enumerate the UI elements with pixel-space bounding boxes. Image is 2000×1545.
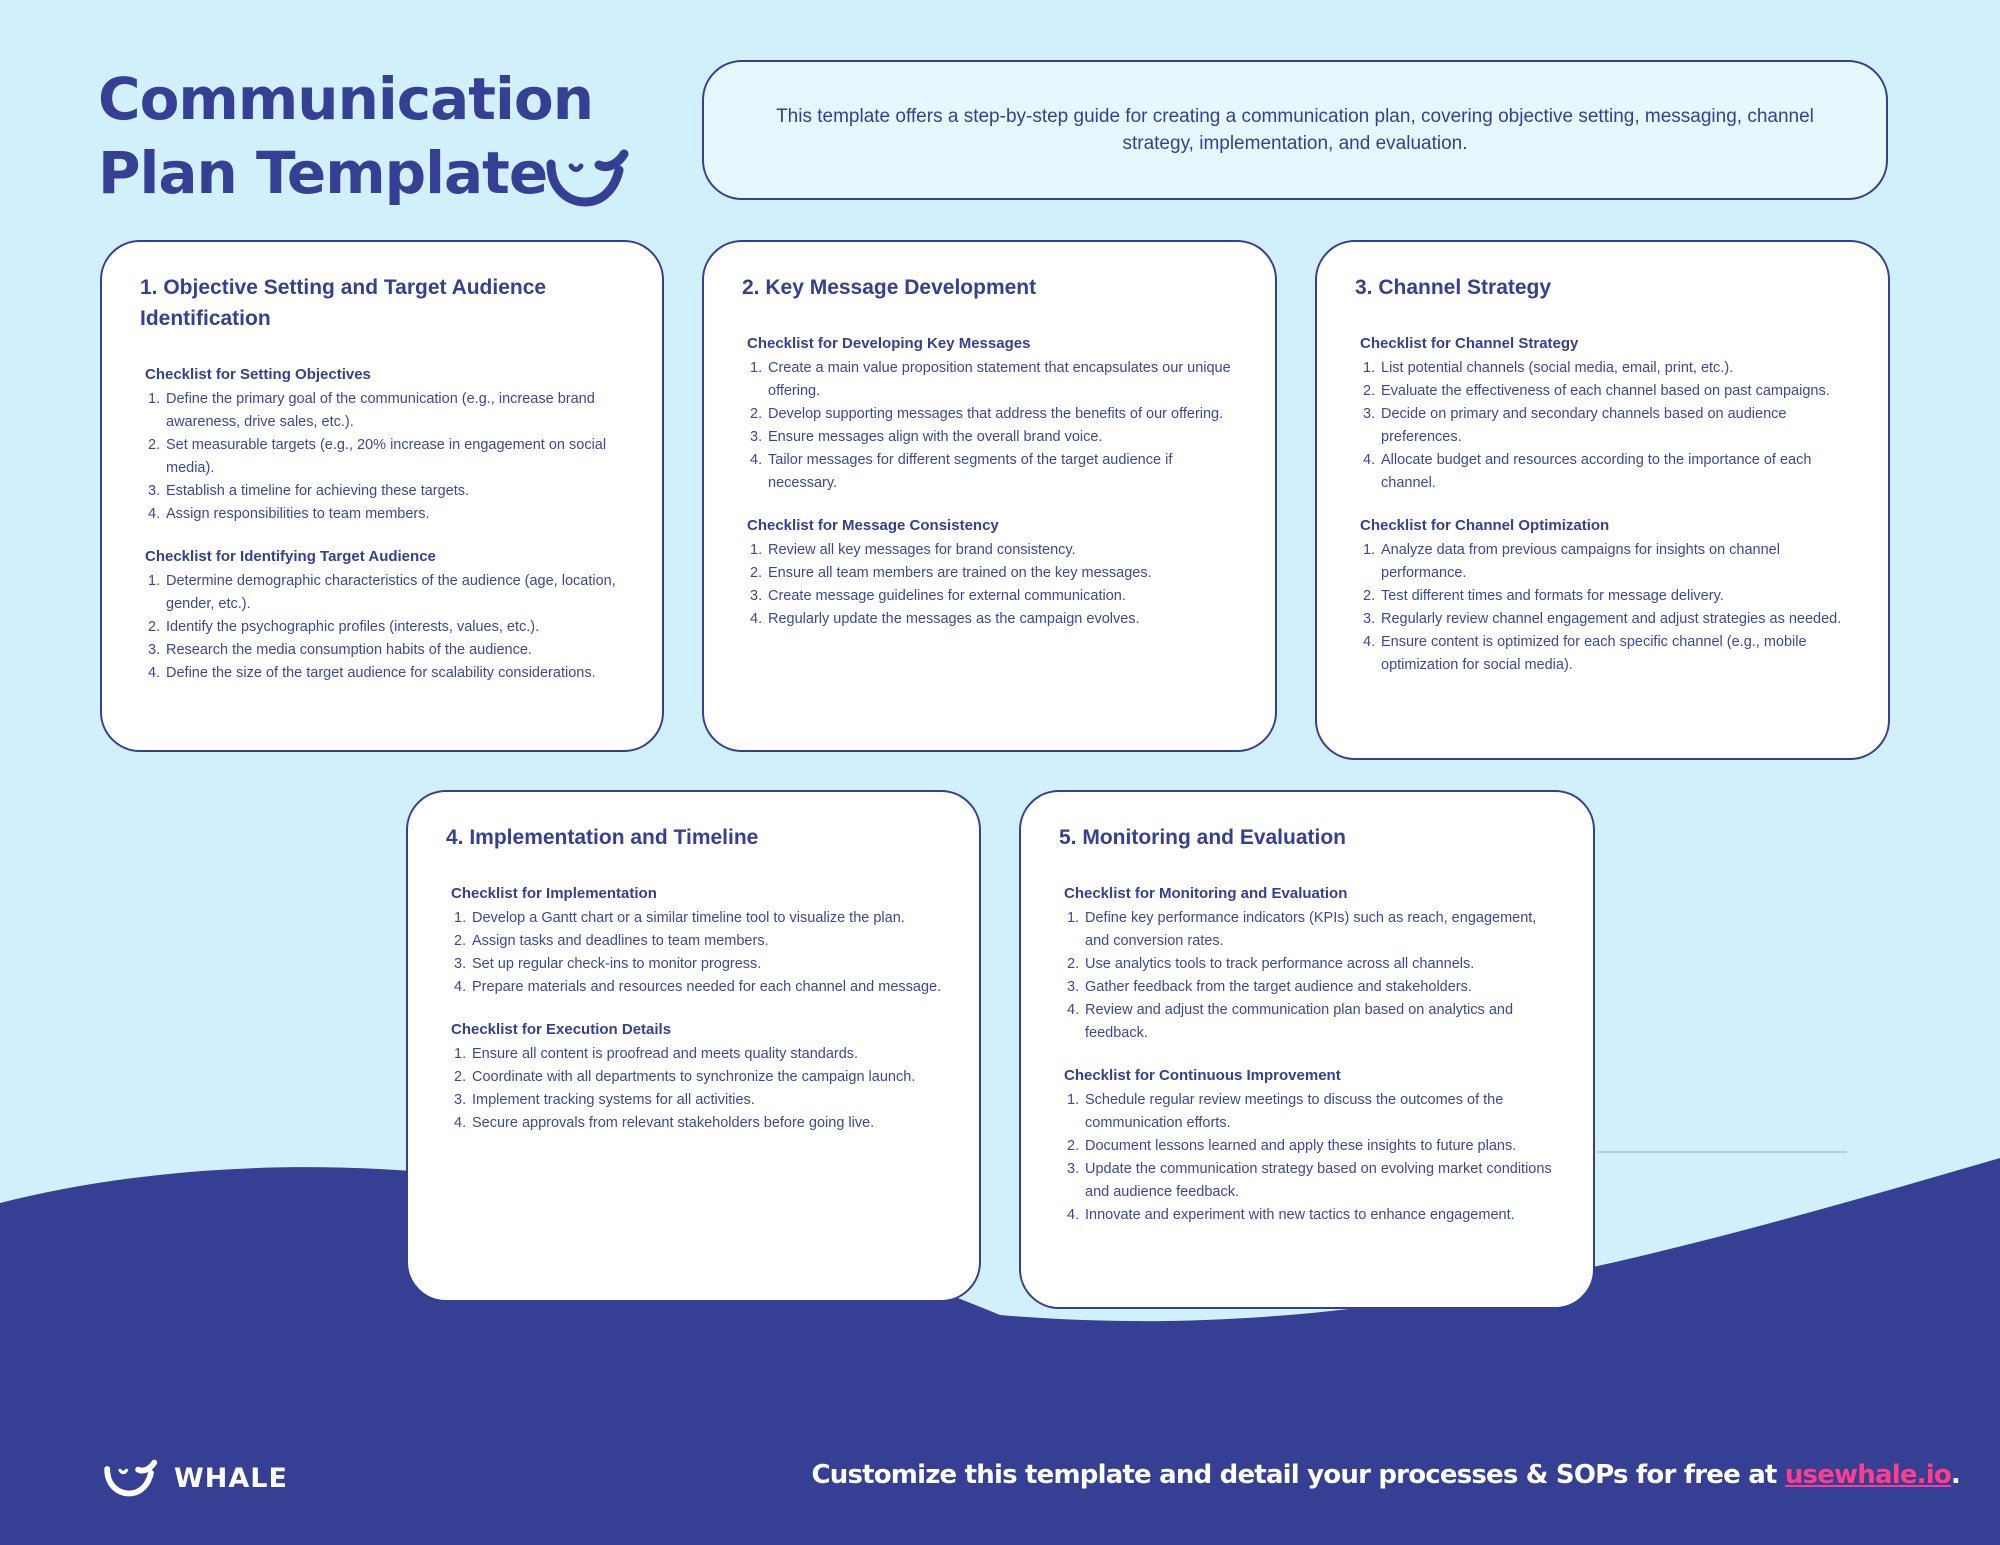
checklist-item: 1. Define the primary goal of the communication (e.g., increase brand awareness, drive sales, etc.). [148, 391, 595, 430]
checklist [1355, 357, 1852, 495]
brand-name: WHALE [174, 1462, 288, 1494]
checklist-heading: Checklist for Channel Strategy [1360, 335, 1579, 352]
checklist-item: 2. Test different times and formats for message delivery. [1363, 588, 1724, 604]
checklist-item: 4. Tailor messages for different segments of the target audience if necessary. [750, 452, 1173, 491]
whale-smile-icon [102, 1458, 160, 1498]
checklist-item: 2. Set measurable targets (e.g., 20% increase in engagement on social media). [148, 437, 607, 476]
checklist-item: 4. Define the size of the target audience for scalability considerations. [148, 665, 596, 681]
checklist-item: 3. Gather feedback from the target audience and stakeholders. [1067, 979, 1472, 995]
checklist-item: 1. Review all key messages for brand consistency. [750, 542, 1076, 558]
checklist-item: 1. List potential channels (social media, email, print, etc.). [1363, 360, 1734, 376]
whale-smile-icon [543, 148, 633, 208]
checklist-item: 2. Identify the psychographic profiles (interests, values, etc.). [148, 619, 540, 635]
checklist-item: 2. Evaluate the effectiveness of each channel based on past campaigns. [1363, 383, 1830, 399]
checklist-item: 1. Analyze data from previous campaigns for insights on channel performance. [1363, 542, 1780, 581]
cta-suffix: . [1950, 1460, 1960, 1490]
checklist-heading: Checklist for Execution Details [451, 1021, 672, 1038]
checklist-heading: Checklist for Developing Key Messages [747, 335, 1031, 352]
checklist-item: 4. Innovate and experiment with new tactics to enhance engagement. [1067, 1207, 1515, 1223]
checklist-heading: Checklist for Identifying Target Audience [145, 548, 436, 565]
section-title: 4. Implementation and Timeline [446, 826, 759, 849]
section-card-monitoring [1019, 790, 1595, 1309]
checklist-heading: Checklist for Setting Objectives [145, 366, 371, 383]
section-card-key-message [702, 240, 1277, 752]
checklist-item: 4. Ensure content is optimized for each specific channel (e.g., mobile optimization for social media). [1363, 634, 1807, 673]
checklist-item: 1. Schedule regular review meetings to discuss the outcomes of the communication efforts. [1067, 1092, 1504, 1131]
intro-box [702, 60, 1888, 200]
checklist-item: 4. Review and adjust the communication plan based on analytics and feedback. [1067, 1002, 1514, 1041]
checklist-item: 2. Develop supporting messages that address the benefits of our offering. [750, 406, 1224, 422]
checklist-item: 4. Regularly update the messages as the campaign evolves. [750, 611, 1140, 627]
section-card-implementation [406, 790, 981, 1302]
checklist-heading: Checklist for Message Consistency [747, 517, 999, 534]
checklist [446, 1043, 943, 1135]
checklist-item: 1. Develop a Gantt chart or a similar timeline tool to visualize the plan. [454, 910, 905, 926]
checklist-item: 1. Define key performance indicators (KPIs) such as reach, engagement, and conversion rates. [1067, 910, 1537, 949]
checklist [1059, 1089, 1557, 1227]
checklist [140, 570, 626, 685]
section-card-channel-strategy [1315, 240, 1890, 760]
checklist-item: 3. Ensure messages align with the overall brand voice. [750, 429, 1103, 445]
checklist-item: 4. Allocate budget and resources according to the importance of each channel. [1363, 452, 1812, 491]
page-title [98, 62, 593, 210]
checklist-item: 3. Regularly review channel engagement and adjust strategies as needed. [1363, 611, 1842, 627]
checklist-item: 2. Coordinate with all departments to synchronize the campaign launch. [454, 1069, 916, 1085]
page-title-line-2: Plan Template [98, 139, 548, 207]
decorative-divider [1597, 1151, 1847, 1153]
checklist [742, 357, 1239, 495]
checklist-heading: Checklist for Channel Optimization [1360, 517, 1610, 534]
checklist-item: 2. Use analytics tools to track performance across all channels. [1067, 956, 1475, 972]
page-title-line-1: Communication [98, 65, 594, 133]
checklist [140, 388, 626, 526]
checklist-item: 1. Determine demographic characteristics of the audience (age, location, gender, etc.). [148, 573, 616, 612]
checklist [1059, 907, 1557, 1045]
checklist-heading: Checklist for Monitoring and Evaluation [1064, 885, 1348, 902]
checklist-item: 2. Document lessons learned and apply these insights to future plans. [1067, 1138, 1517, 1154]
usewhale-link[interactable]: usewhale.io [1784, 1460, 1951, 1490]
checklist-item: 4. Secure approvals from relevant stakeholders before going live. [454, 1115, 875, 1131]
checklist-item: 3. Decide on primary and secondary channels based on audience preferences. [1363, 406, 1787, 445]
checklist-item: 3. Set up regular check-ins to monitor progress. [454, 956, 762, 972]
checklist [446, 907, 943, 999]
checklist-item: 1. Create a main value proposition statement that encapsulates our unique offering. [750, 360, 1231, 399]
section-title: 3. Channel Strategy [1355, 276, 1552, 299]
checklist-item: 3. Establish a timeline for achieving these targets. [148, 483, 470, 499]
checklist-item: 3. Update the communication strategy based on evolving market conditions and audience feedback. [1067, 1161, 1552, 1200]
checklist [1355, 539, 1852, 677]
checklist-item: 1. Ensure all content is proofread and meets quality standards. [454, 1046, 859, 1062]
checklist-item: 4. Assign responsibilities to team members. [148, 506, 430, 522]
section-title: 5. Monitoring and Evaluation [1059, 826, 1347, 849]
section-title: 2. Key Message Development [742, 276, 1037, 299]
checklist [742, 539, 1239, 631]
checklist-item: 3. Implement tracking systems for all activities. [454, 1092, 755, 1108]
checklist-item: 2. Assign tasks and deadlines to team members. [454, 933, 769, 949]
cta-text: Customize this template and detail your processes & SOPs for free at [811, 1460, 1785, 1490]
intro-text: This template offers a step-by-step guide for creating a communication plan, covering objective setting, messaging, channel strategy, implementation, and evaluation. [776, 106, 1814, 154]
checklist-item: 2. Ensure all team members are trained on the key messages. [750, 565, 1152, 581]
section-title: 1. Objective Setting and Target Audience Identification [140, 276, 547, 330]
checklist-heading: Checklist for Implementation [451, 885, 657, 902]
checklist-item: 3. Create message guidelines for external communication. [750, 588, 1126, 604]
whale-logo[interactable] [102, 1458, 288, 1498]
checklist-heading: Checklist for Continuous Improvement [1064, 1067, 1341, 1084]
footer-cta [811, 1460, 1960, 1490]
checklist-item: 3. Research the media consumption habits of the audience. [148, 642, 532, 658]
checklist-item: 4. Prepare materials and resources needed for each channel and message. [454, 979, 942, 995]
section-card-objective-setting [100, 240, 664, 752]
